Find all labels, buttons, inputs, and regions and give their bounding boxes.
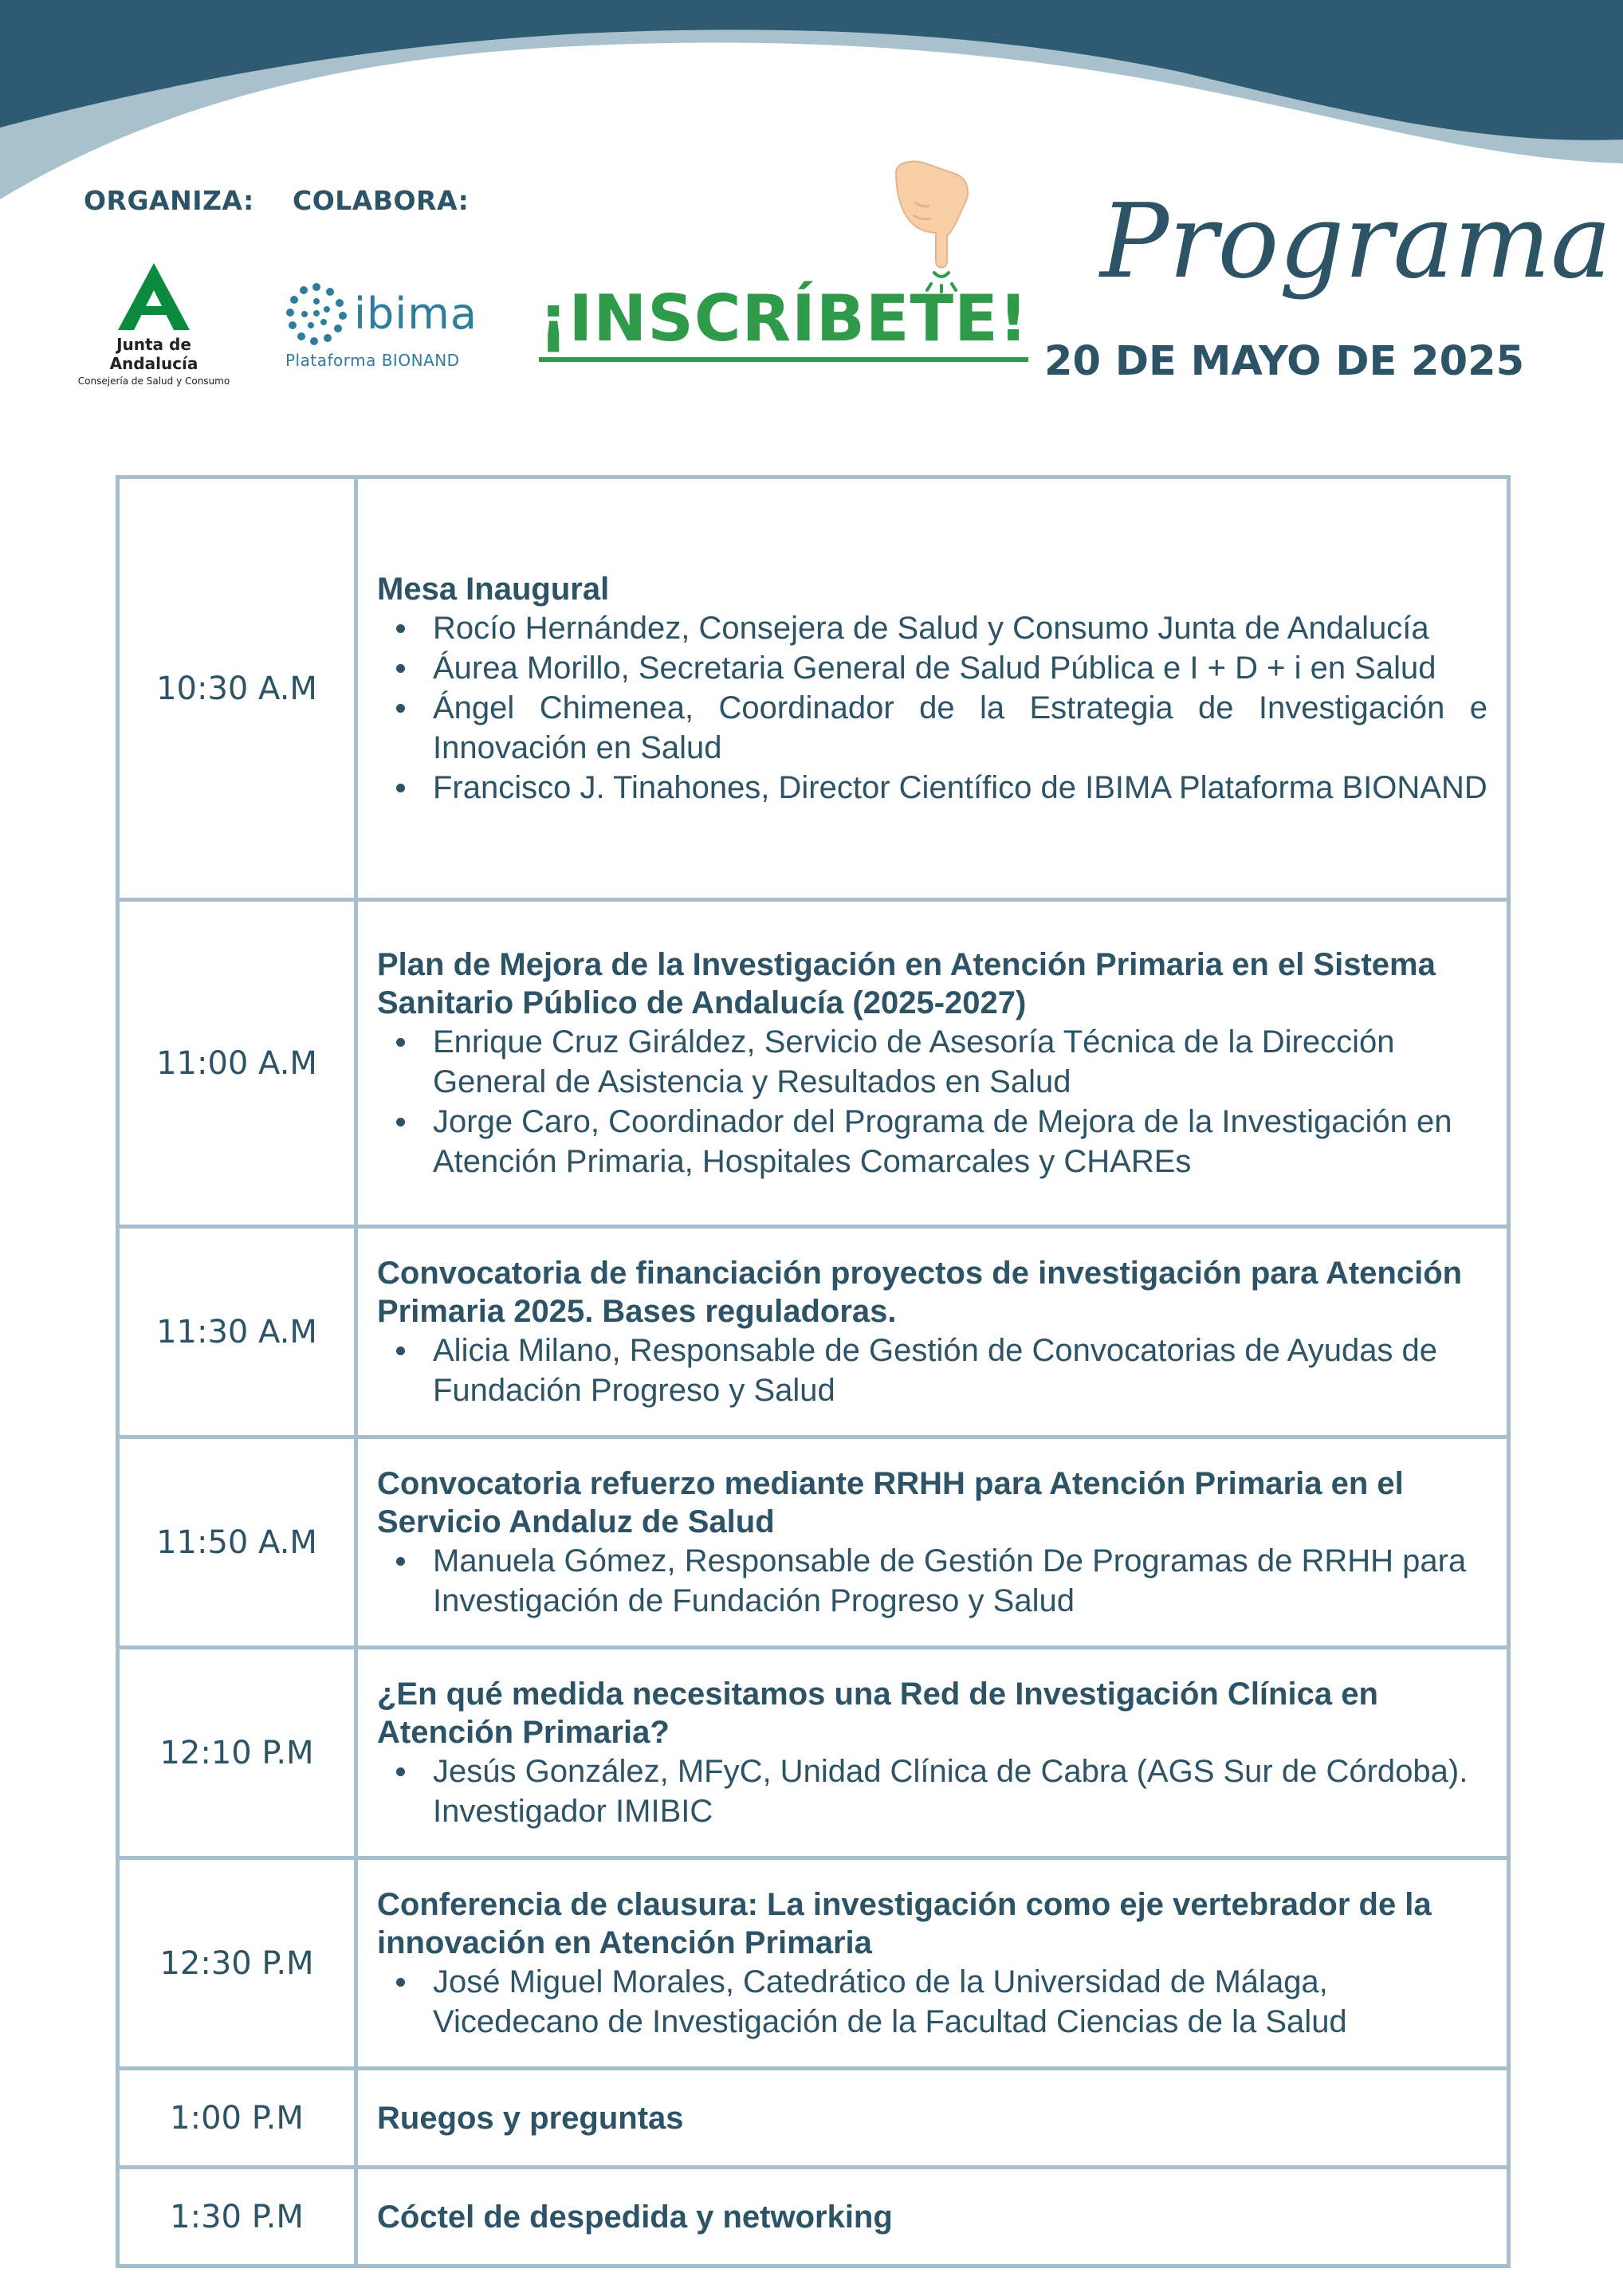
- speaker-item: Manuela Gómez, Responsable de Gestión De Programas de RRHH para Investigación de Fundación Progreso y Salud: [433, 1541, 1487, 1621]
- programa-title: [1084, 177, 1612, 328]
- row-content: [356, 1437, 1509, 1648]
- speaker-list: [377, 608, 1487, 808]
- row-content: [356, 2069, 1509, 2168]
- row-content: [356, 1858, 1509, 2069]
- row-time: 12:10 P.M: [118, 1648, 356, 1858]
- ibima-word: ibima: [354, 289, 477, 339]
- schedule-row: [118, 900, 1509, 1227]
- row-title: Convocatoria de financiación proyectos de investigación para Atención Primaria 2025. Bases reguladoras.: [377, 1255, 1463, 1329]
- row-time: 11:00 A.M: [118, 900, 356, 1227]
- event-date: 20 DE MAYO DE 2025: [1044, 338, 1525, 385]
- speaker-list: [377, 1541, 1487, 1621]
- pointing-hand-icon: [888, 156, 984, 292]
- row-time: 1:30 P.M: [118, 2168, 356, 2267]
- junta-name: Junta de Andalucía: [109, 335, 198, 373]
- schedule-row: [118, 1227, 1509, 1437]
- colabora-label: COLABORA:: [293, 185, 470, 216]
- speaker-item: Alicia Milano, Responsable de Gestión de Convocatorias de Ayudas de Fundación Progreso y Salud: [433, 1331, 1487, 1410]
- row-content: [356, 478, 1509, 900]
- speaker-item: Ángel Chimenea, Coordinador de la Estrategia de Investigación e Innovación en Salud: [433, 688, 1487, 768]
- speaker-list: [377, 1022, 1487, 1181]
- row-content: [356, 900, 1509, 1227]
- junta-andalucia-logo: [70, 263, 238, 387]
- row-title: Cóctel de despedida y networking: [377, 2199, 893, 2235]
- schedule-row: [118, 478, 1509, 900]
- ibima-dots-icon: [284, 281, 349, 346]
- speaker-item: Jesús González, MFyC, Unidad Clínica de Cabra (AGS Sur de Córdoba). Investigador IMIBIC: [433, 1751, 1487, 1831]
- speaker-item: Francisco J. Tinahones, Director Científico de IBIMA Plataforma BIONAND: [433, 768, 1487, 808]
- schedule-row: [118, 1437, 1509, 1648]
- junta-sub: Consejería de Salud y Consumo: [77, 375, 230, 387]
- register-cta[interactable]: ¡INSCRÍBETE!: [539, 287, 1028, 362]
- row-time: 12:30 P.M: [118, 1858, 356, 2069]
- row-title: ¿En qué medida necesitamos una Red de Investigación Clínica en Atención Primaria?: [377, 1676, 1378, 1750]
- speaker-item: Jorge Caro, Coordinador del Programa de Mejora de la Investigación en Atención Primaria, Hospitales Comarcales y CHAREs: [433, 1102, 1487, 1181]
- schedule-row: [118, 2168, 1509, 2267]
- row-title: Conferencia de clausura: La investigación como eje vertebrador de la innovación en Atención Primaria: [377, 1886, 1432, 1960]
- row-time: 10:30 A.M: [118, 478, 356, 900]
- row-title: Mesa Inaugural: [377, 571, 610, 607]
- ibima-logo: [284, 281, 475, 376]
- speaker-item: Áurea Morillo, Secretaria General de Salud Pública e I + D + i en Salud: [433, 648, 1487, 688]
- programa-title-text: Programa: [1100, 183, 1612, 301]
- row-title: Plan de Mejora de la Investigación en Atención Primaria en el Sistema Sanitario Público de Andalucía (2025-2027): [377, 946, 1436, 1020]
- speaker-list: [377, 1751, 1487, 1831]
- ibima-sub: Plataforma BIONAND: [285, 351, 460, 370]
- row-content: [356, 2168, 1509, 2267]
- row-time: 11:50 A.M: [118, 1437, 356, 1648]
- junta-a-icon: [118, 263, 190, 330]
- speaker-list: [377, 1331, 1487, 1410]
- row-time: 11:30 A.M: [118, 1227, 356, 1437]
- speaker-item: Enrique Cruz Giráldez, Servicio de Asesoría Técnica de la Dirección General de Asistencia y Resultados en Salud: [433, 1022, 1487, 1102]
- row-title: Ruegos y preguntas: [377, 2100, 684, 2136]
- schedule-row: [118, 1648, 1509, 1858]
- row-content: [356, 1227, 1509, 1437]
- row-time: 1:00 P.M: [118, 2069, 356, 2168]
- header-wave: [0, 0, 1623, 207]
- row-title: Convocatoria refuerzo mediante RRHH para Atención Primaria en el Servicio Andaluz de Salud: [377, 1465, 1404, 1539]
- schedule-table: [116, 475, 1511, 2268]
- row-content: [356, 1648, 1509, 1858]
- speaker-item: Rocío Hernández, Consejera de Salud y Consumo Junta de Andalucía: [433, 608, 1487, 648]
- schedule-row: [118, 1858, 1509, 2069]
- speaker-item: José Miguel Morales, Catedrático de la Universidad de Málaga, Vicedecano de Investigación de la Facultad Ciencias de la Salud: [433, 1962, 1487, 2042]
- schedule-row: [118, 2069, 1509, 2168]
- organiza-label: ORGANIZA:: [84, 185, 254, 216]
- speaker-list: [377, 1962, 1487, 2042]
